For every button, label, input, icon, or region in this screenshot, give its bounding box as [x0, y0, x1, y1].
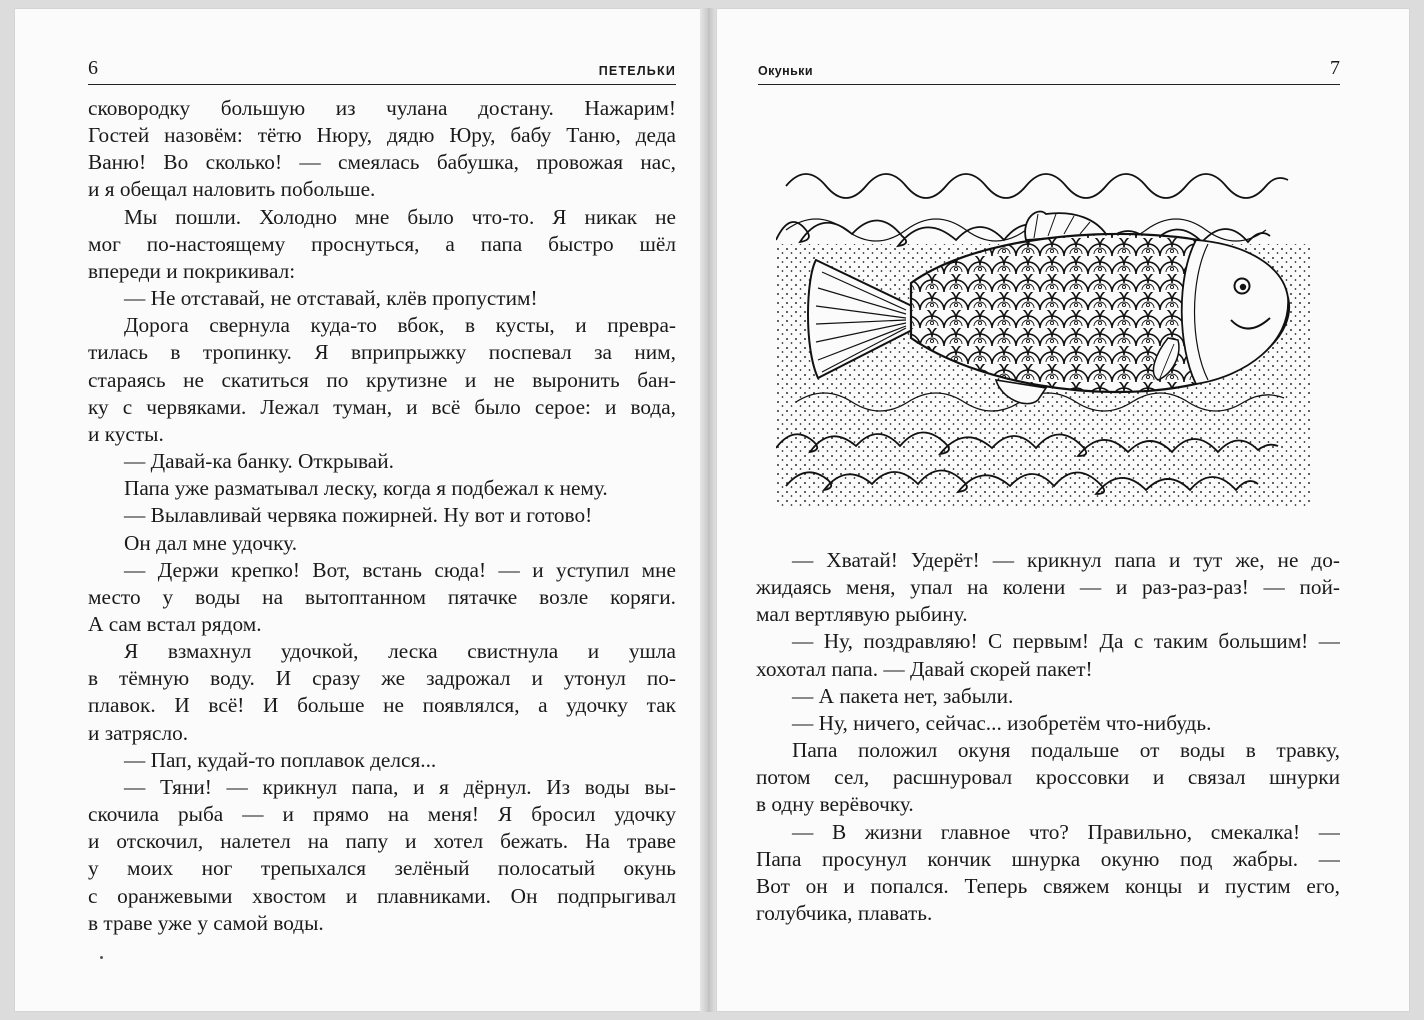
text-line: сковородку большую из чулана достану. Нажарим! [88, 96, 676, 120]
text-line: тилась в тропинку. Я вприпрыжку поспевал за ним, [88, 340, 676, 365]
text-line: и отскочил, налетел на папу и хотел бежать. На траве [88, 829, 676, 854]
text-line: — В жизни главное что? Правильно, смекалка! — [792, 819, 1340, 844]
text-line: — Ну, поздравляю! С первым! Да с таким большим! — [792, 629, 1340, 654]
text-line: Он дал мне удочку. [124, 530, 298, 555]
text-line: с оранжевыми хвостом и плавниками. Он подпрыгивал [88, 883, 676, 908]
text-line: Папа положил окуня подальше от воды в травку, [792, 738, 1340, 763]
text-line: у моих ног трепыхался зелёный полосатый окунь [88, 856, 676, 881]
text-line: потом сел, расшнуровал кроссовки и связал шнурки [756, 765, 1340, 790]
text-line: — Ну, ничего, сейчас... изобретём что-нибудь. [792, 710, 1212, 735]
text-line: в траве уже у самой воды. [88, 910, 324, 935]
text-line: Я взмахнул удочкой, леска свистнула и ушла [124, 639, 676, 664]
text-line: Вот он и попался. Теперь свяжем концы и пустим его, [756, 873, 1340, 898]
text-line: место у воды на вытоптанном пятачке возле коряги. [88, 584, 676, 609]
text-line: Мы пошли. Холодно мне было что-то. Я никак не [124, 204, 676, 229]
text-line: — А пакета нет, забыли. [792, 683, 1014, 708]
right-page-text [756, 547, 1340, 927]
fish-in-waves-illustration [776, 148, 1310, 508]
text-line: — Тяни! — крикнул папа, и я дёрнул. Из воды вы- [124, 774, 676, 799]
text-line: — Давай-ка банку. Открывай. [124, 449, 394, 474]
text-line: Дорога свернула куда-то вбок, в кусты, и превра- [124, 313, 676, 338]
text-line: и я обещал наловить побольше. [88, 177, 376, 202]
text-line: — Держи крепко! Вот, встань сюда! — и уступил мне [124, 557, 676, 582]
text-line: Папа просунул кончик шнурка окуню под жабры. — [756, 846, 1340, 871]
text-line: — Не отставай, не отставай, клёв пропустим! [124, 286, 538, 311]
print-speck [100, 956, 103, 959]
right-page [716, 8, 1410, 1012]
right-running-title: Окуньки [758, 64, 813, 78]
text-line: и затрясло. [88, 720, 189, 745]
text-line: в одну верёвочку. [756, 792, 914, 817]
text-line: — Хватай! Удерёт! — крикнул папа и тут же, не до- [792, 548, 1340, 572]
text-line: Папа уже разматывал леску, когда я подбежал к нему. [124, 476, 608, 501]
left-running-title: ПЕТЕЛЬКИ [598, 64, 676, 78]
text-line: Гостей назовём: тётю Нюру, дядю Юру, бабу Таню, деда [88, 123, 676, 148]
text-line: стараясь не скатиться по крутизне и не выронить бан- [88, 367, 676, 392]
text-line: жидаясь меня, упал на колени — и раз-раз-раз! — пой- [756, 575, 1340, 600]
right-page-header [758, 56, 1340, 85]
text-line: мал вертлявую рыбину. [756, 602, 968, 627]
text-line: ку с червяками. Лежал туман, и всё было серое: и вода, [88, 394, 676, 419]
text-line: — Пап, кудай-то поплавок делся... [124, 747, 437, 772]
left-page-header [88, 56, 676, 85]
text-line: впереди и покрикивал: [88, 258, 296, 283]
text-line: плавок. И всё! И больше не появлялся, а удочку так [88, 693, 676, 718]
text-line: скочила рыба — и прямо на меня! Я бросил удочку [88, 802, 676, 827]
left-page-number: 6 [88, 57, 98, 79]
text-line: — Вылавливай червяка пожирней. Ну вот и готово! [124, 503, 593, 528]
left-page [14, 8, 702, 1012]
right-page-number: 7 [1330, 57, 1340, 79]
text-line: в тёмную воду. И сразу же задрожал и утонул по- [88, 666, 676, 691]
text-line: хохотал папа. — Давай скорей пакет! [756, 656, 1093, 681]
text-line: А сам встал рядом. [88, 611, 262, 636]
left-page-text [88, 95, 676, 937]
text-line: и кусты. [88, 421, 164, 446]
text-line: мог по-настоящему проснуться, а папа быстро шёл [88, 231, 676, 256]
text-line: голубчика, плавать. [756, 901, 933, 926]
text-line: Ваню! Во сколько! — смеялась бабушка, провожая нас, [88, 150, 676, 175]
